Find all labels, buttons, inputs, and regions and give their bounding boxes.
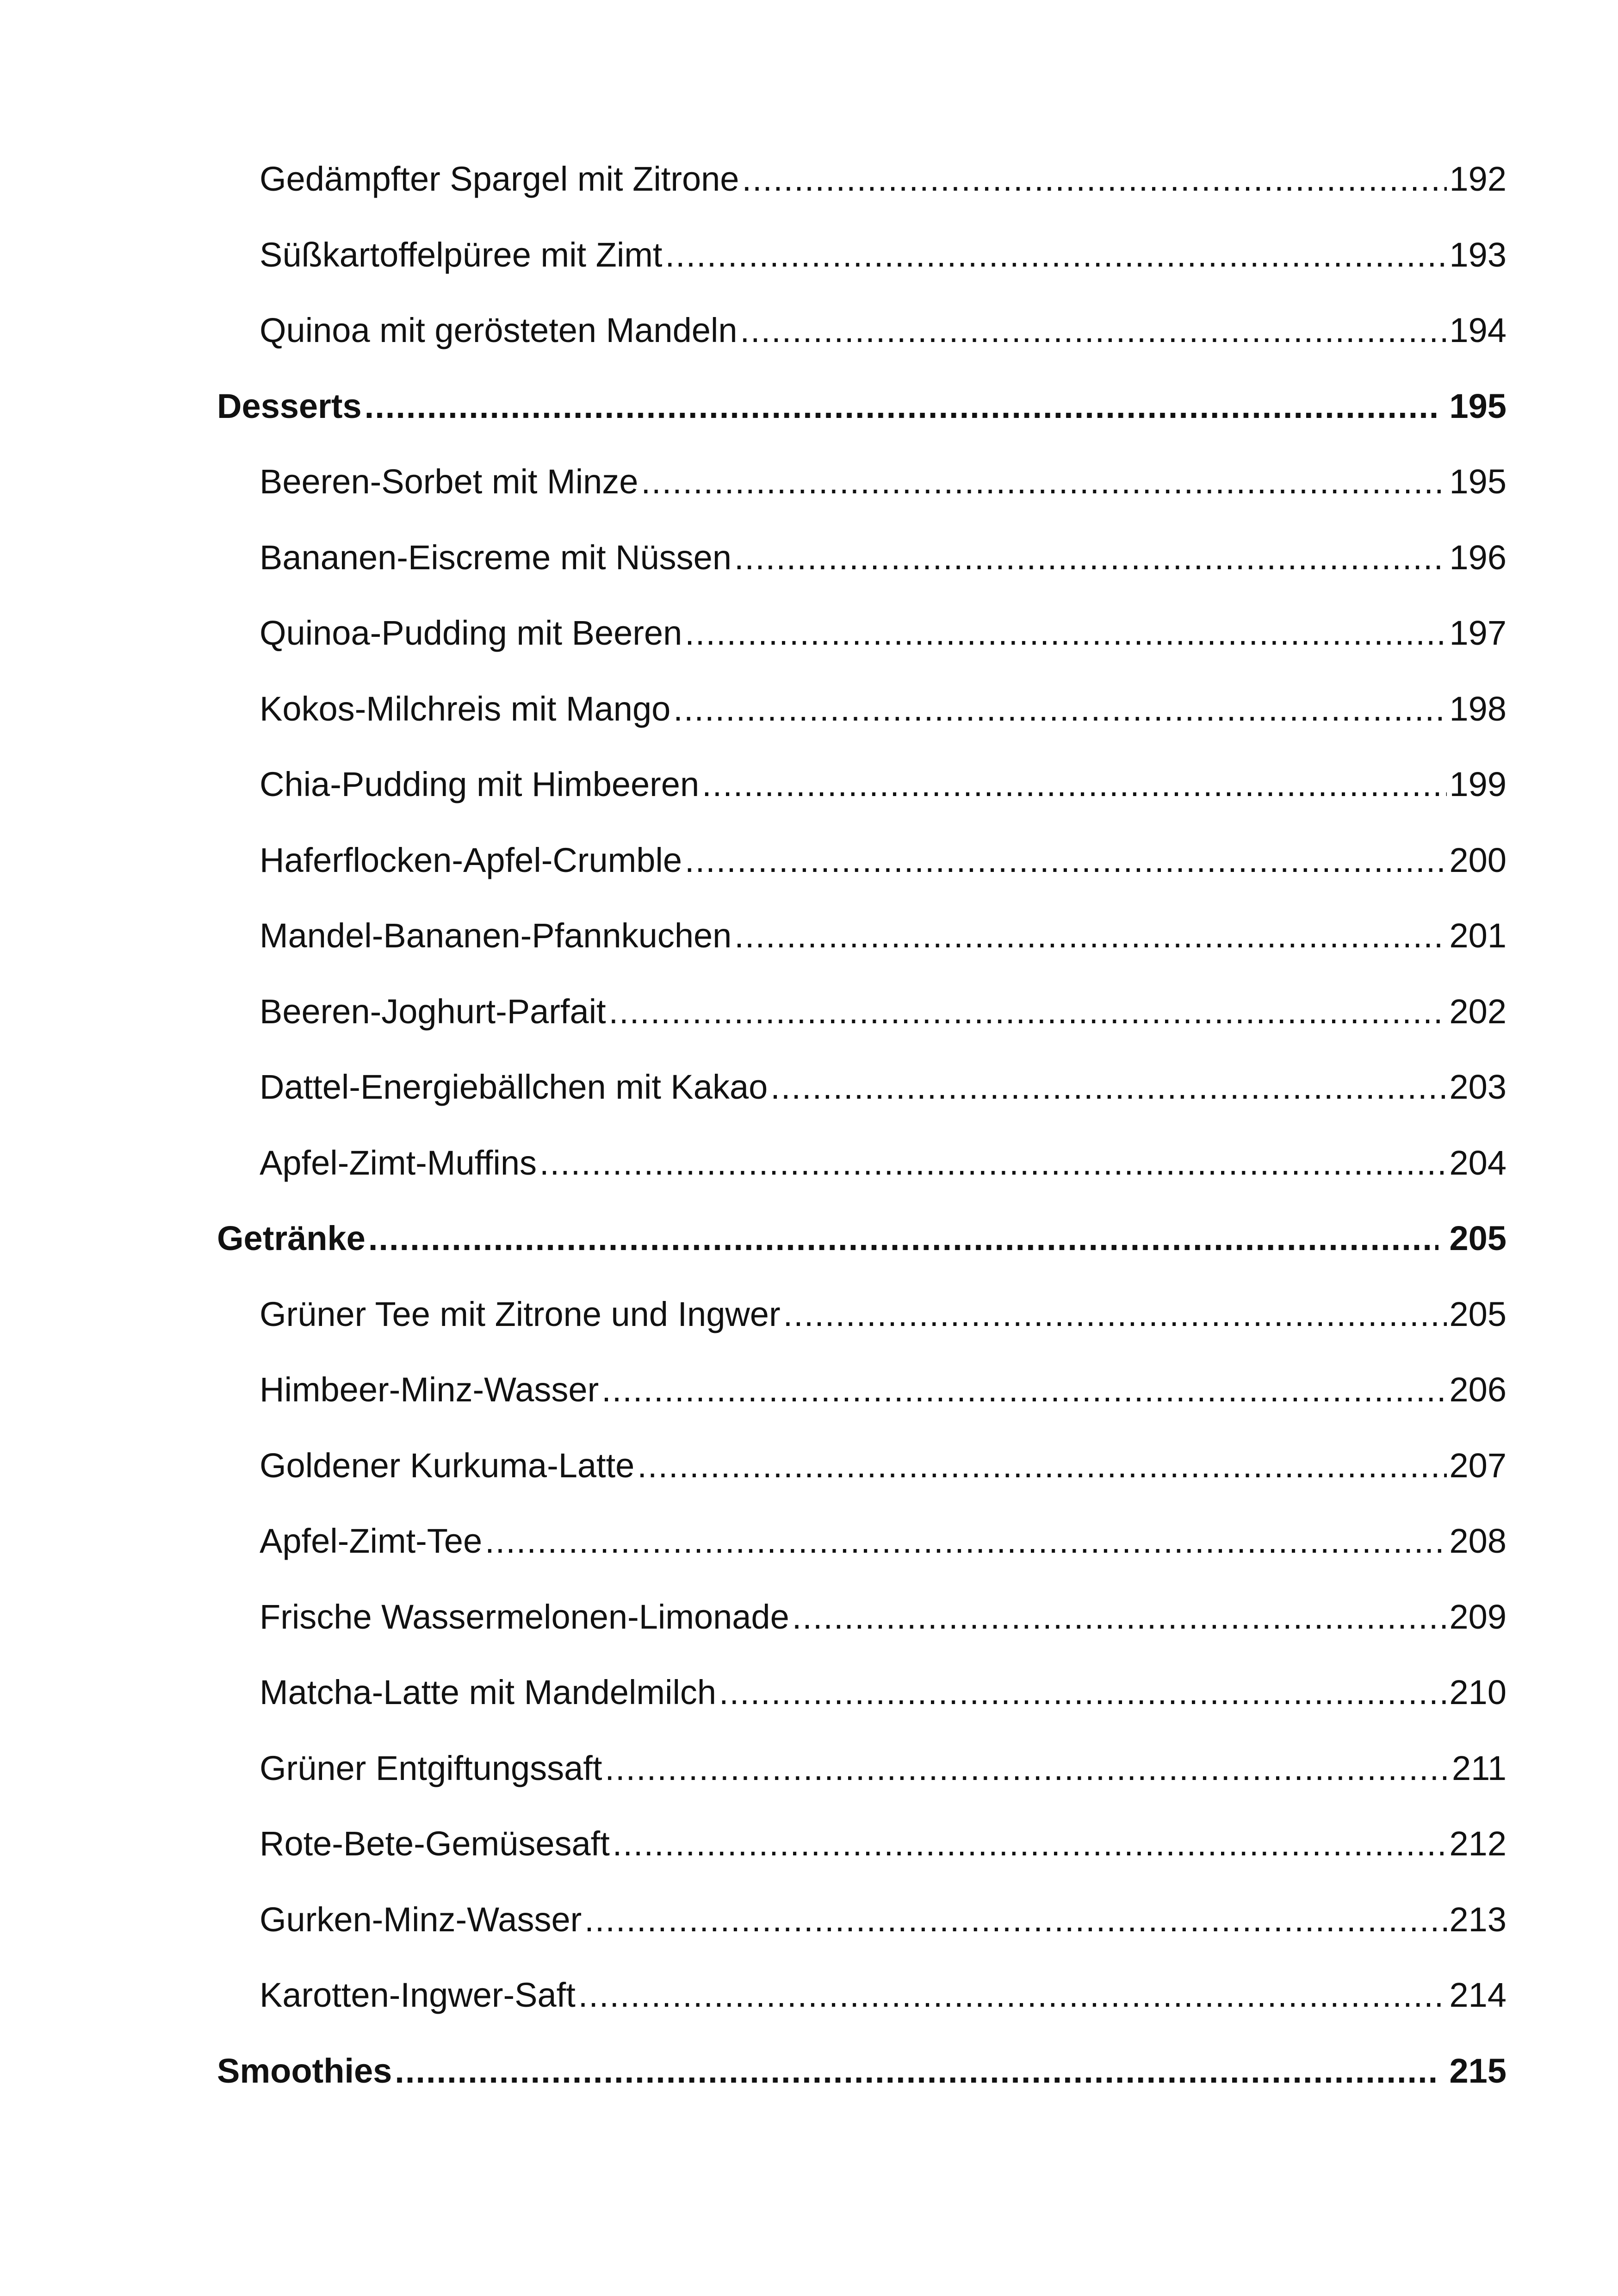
toc-page-number: 194 bbox=[1449, 311, 1506, 349]
toc-page-number: 210 bbox=[1449, 1673, 1506, 1711]
toc-entry-title: Matcha-Latte mit Mandelmilch bbox=[260, 1673, 717, 1711]
toc-page-number: 208 bbox=[1449, 1522, 1506, 1560]
toc-dot-leader bbox=[395, 2054, 1438, 2088]
toc-entry[interactable] bbox=[217, 1446, 1506, 1524]
toc-entry-title: Mandel-Bananen-Pfannkuchen bbox=[260, 916, 732, 955]
toc-dot-leader bbox=[641, 465, 1446, 499]
toc-entry-title: Dattel-Energiebällchen mit Kakao bbox=[260, 1068, 768, 1106]
toc-page-number: 209 bbox=[1449, 1597, 1506, 1636]
toc-dot-leader bbox=[601, 1373, 1446, 1407]
toc-section-title: Getränke bbox=[217, 1219, 366, 1257]
toc-dot-leader bbox=[609, 995, 1447, 1029]
toc-entry-title: Gedämpfter Spargel mit Zitrone bbox=[260, 160, 739, 198]
toc-page-number: 198 bbox=[1449, 689, 1506, 728]
toc-dot-leader bbox=[613, 1827, 1447, 1861]
toc-entry[interactable] bbox=[217, 840, 1506, 919]
toc-section-title: Desserts bbox=[217, 386, 362, 425]
toc-entry[interactable] bbox=[217, 616, 1506, 692]
toc-dot-leader bbox=[673, 692, 1446, 726]
toc-dot-leader bbox=[637, 1449, 1446, 1483]
toc-entry[interactable] bbox=[217, 1143, 1506, 1222]
toc-page-number: 205 bbox=[1449, 1219, 1506, 1257]
toc-entry[interactable] bbox=[217, 1070, 1506, 1146]
toc-dot-leader bbox=[685, 843, 1447, 877]
toc-dot-leader bbox=[734, 919, 1446, 953]
toc-dot-leader bbox=[665, 238, 1446, 272]
toc-page-number: 204 bbox=[1449, 1143, 1506, 1182]
toc-dot-leader bbox=[539, 1146, 1447, 1180]
toc-entry-title: Rote-Bete-Gemüsesaft bbox=[260, 1824, 610, 1863]
table-of-contents bbox=[217, 162, 1506, 2129]
toc-entry[interactable] bbox=[217, 1294, 1506, 1373]
toc-entry-title: Karotten-Ingwer-Saft bbox=[260, 1976, 576, 2014]
toc-entry-title: Chia-Pudding mit Himbeeren bbox=[260, 765, 700, 803]
toc-dot-leader bbox=[742, 162, 1446, 196]
toc-page-number: 197 bbox=[1449, 614, 1506, 652]
toc-entry-title: Quinoa mit gerösteten Mandeln bbox=[260, 311, 738, 349]
toc-entry[interactable] bbox=[217, 235, 1506, 314]
toc-entry-title: Bananen-Eiscreme mit Nüssen bbox=[260, 538, 732, 577]
toc-dot-leader bbox=[792, 1600, 1447, 1634]
toc-entry-title: Grüner Tee mit Zitrone und Ingwer bbox=[260, 1294, 781, 1333]
toc-page-number: 206 bbox=[1449, 1370, 1506, 1409]
toc-entry-title: Apfel-Zimt-Muffins bbox=[260, 1143, 537, 1182]
toc-entry[interactable] bbox=[217, 1978, 1506, 2054]
toc-dot-leader bbox=[783, 1297, 1447, 1332]
toc-page-number: 211 bbox=[1452, 1748, 1506, 1787]
toc-entry[interactable] bbox=[217, 767, 1506, 843]
toc-entry-title: Beeren-Sorbet mit Minze bbox=[260, 462, 639, 501]
toc-dot-leader bbox=[740, 313, 1447, 348]
toc-entry[interactable] bbox=[217, 1370, 1506, 1449]
toc-entry[interactable] bbox=[217, 1597, 1506, 1676]
toc-entry[interactable] bbox=[217, 1524, 1506, 1600]
toc-entry-title: Goldener Kurkuma-Latte bbox=[260, 1446, 635, 1485]
toc-page-number: 201 bbox=[1449, 916, 1506, 955]
toc-page-number: 195 bbox=[1449, 462, 1506, 501]
toc-section-heading[interactable] bbox=[217, 2051, 1506, 2130]
toc-entry-title: Haferflocken-Apfel-Crumble bbox=[260, 840, 682, 879]
toc-page-number: 203 bbox=[1449, 1068, 1506, 1106]
toc-entry[interactable] bbox=[217, 313, 1506, 389]
toc-entry-title: Gurken-Minz-Wasser bbox=[260, 1900, 582, 1939]
toc-page-number: 200 bbox=[1449, 840, 1506, 879]
toc-dot-leader bbox=[584, 1903, 1446, 1937]
toc-entry[interactable] bbox=[217, 462, 1506, 541]
toc-page-number: 207 bbox=[1449, 1446, 1506, 1485]
toc-dot-leader bbox=[485, 1524, 1446, 1558]
toc-dot-leader bbox=[770, 1070, 1446, 1104]
toc-page-number: 196 bbox=[1449, 538, 1506, 577]
toc-entry-title: Apfel-Zimt-Tee bbox=[260, 1522, 483, 1560]
toc-page-number: 214 bbox=[1449, 1976, 1506, 2014]
toc-dot-leader bbox=[365, 389, 1438, 423]
toc-entry[interactable] bbox=[217, 1675, 1506, 1751]
toc-entry[interactable] bbox=[217, 689, 1506, 768]
toc-page-number: 202 bbox=[1449, 992, 1506, 1031]
toc-page-number: 205 bbox=[1449, 1294, 1506, 1333]
toc-dot-leader bbox=[702, 767, 1446, 802]
toc-entry[interactable] bbox=[217, 162, 1506, 238]
toc-entry[interactable] bbox=[217, 1748, 1506, 1827]
toc-dot-leader bbox=[368, 1221, 1438, 1256]
toc-section-title: Smoothies bbox=[217, 2051, 392, 2090]
toc-entry[interactable] bbox=[217, 538, 1506, 616]
toc-entry-title: Himbeer-Minz-Wasser bbox=[260, 1370, 599, 1409]
toc-entry-title: Beeren-Joghurt-Parfait bbox=[260, 992, 606, 1031]
toc-page-number: 215 bbox=[1449, 2051, 1506, 2090]
toc-page-number: 195 bbox=[1449, 386, 1506, 425]
toc-entry[interactable] bbox=[217, 1900, 1506, 1979]
toc-page-number: 193 bbox=[1449, 235, 1506, 274]
toc-section-heading[interactable] bbox=[217, 386, 1506, 465]
toc-entry-title: Grüner Entgiftungssaft bbox=[260, 1748, 602, 1787]
toc-entry-title: Süßkartoffelpüree mit Zimt bbox=[260, 235, 663, 274]
toc-dot-leader bbox=[605, 1751, 1449, 1786]
toc-page-number: 213 bbox=[1449, 1900, 1506, 1939]
toc-entry-title: Quinoa-Pudding mit Beeren bbox=[260, 614, 682, 652]
toc-dot-leader bbox=[578, 1978, 1447, 2012]
toc-entry[interactable] bbox=[217, 992, 1506, 1070]
toc-section-heading[interactable] bbox=[217, 1221, 1506, 1297]
toc-entry-title: Frische Wassermelonen-Limonade bbox=[260, 1597, 789, 1636]
toc-dot-leader bbox=[685, 616, 1446, 650]
toc-page-number: 199 bbox=[1449, 765, 1506, 803]
toc-entry-title: Kokos-Milchreis mit Mango bbox=[260, 689, 671, 728]
toc-dot-leader bbox=[734, 541, 1447, 575]
toc-entry[interactable] bbox=[217, 1824, 1506, 1903]
toc-dot-leader bbox=[719, 1675, 1446, 1710]
toc-page-number: 192 bbox=[1449, 160, 1506, 198]
toc-entry[interactable] bbox=[217, 916, 1506, 995]
toc-page-number: 212 bbox=[1449, 1824, 1506, 1863]
